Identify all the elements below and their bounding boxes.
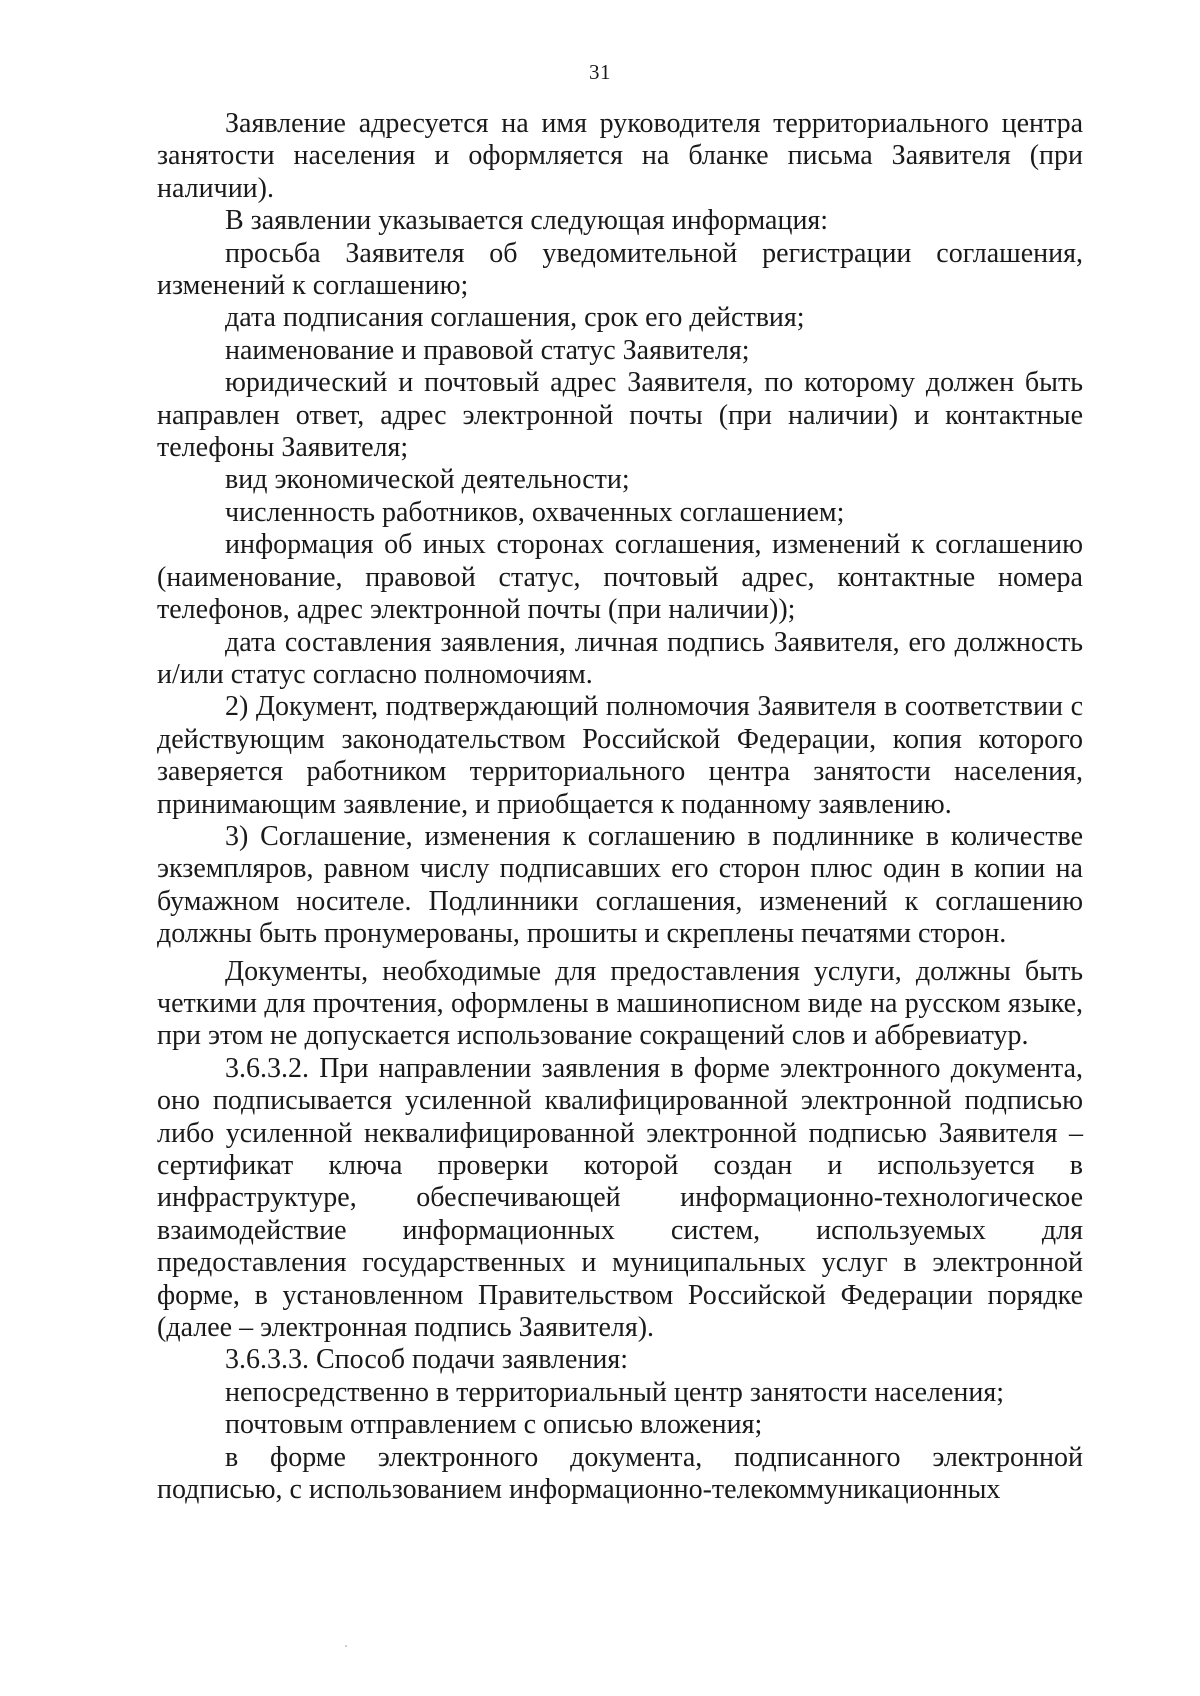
paragraph: дата подписания соглашения, срок его действия; (225, 302, 805, 334)
body-text (157, 108, 1083, 1506)
paragraph: 3.6.3.3. Способ подачи заявления: (225, 1344, 629, 1376)
paragraph: вид экономической деятельности; (225, 464, 630, 496)
paragraph: просьба Заявителя об уведомительной регистрации соглашения, изменений к соглашению; (157, 237, 1083, 302)
paragraph: наименование и правовой статус Заявителя; (225, 334, 750, 366)
paragraph: непосредственно в территориальный центр занятости населения; (225, 1376, 1005, 1408)
paragraph: Заявление адресуется на имя руководителя территориального центра занятости населения и оформляется на бланке письма Заявителя (при наличии). (157, 108, 1083, 204)
paragraph: 3) Соглашение, изменения к соглашению в подлиннике в количестве экземпляров, равном числу подписавших его сторон плюс один в копии на бумажном носителе. Подлинники соглашения, изменений к соглашению должны быть пронумерованы, прошиты и скреплены печатями сторон. (157, 820, 1083, 950)
paragraph: В заявлении указывается следующая информация: (225, 205, 829, 237)
paragraph: 3.6.3.2. При направлении заявления в форме электронного документа, оно подписывается усиленной квалифицированной электронной подписью либо усиленной неквалифицированной электронной подписью Заявителя – сертификат ключа проверки которой создан и используется в инфраструктуре, обеспечивающей информационно-технологическое взаимодействие информационных систем, используемых для предоставления государственных и муниципальных услуг в электронной форме, в установленном Правительством Российской Федерации порядке (далее – электронная подпись Заявителя). (157, 1052, 1083, 1344)
paragraph: информация об иных сторонах соглашения, изменений к соглашению (наименование, правовой статус, почтовый адрес, контактные номера телефонов, адрес электронной почты (при наличии)); (157, 529, 1083, 626)
page-number: 31 (589, 60, 611, 84)
paragraph: юридический и почтовый адрес Заявителя, по которому должен быть направлен ответ, адрес электронной почты (при наличии) и контактные телефоны Заявителя; (157, 367, 1083, 464)
scan-speck (345, 1645, 347, 1647)
paragraph: дата составления заявления, личная подпись Заявителя, его должность и/или статус согласно полномочиям. (157, 626, 1083, 690)
paragraph: почтовым отправлением с описью вложения; (225, 1409, 763, 1441)
paragraph: численность работников, охваченных соглашением; (225, 496, 845, 528)
paragraph: Документы, необходимые для предоставления услуги, должны быть четкими для прочтения, оформлены в машинописном виде на русском языке, при этом не допускается использование сокращений слов и аббревиатур. (157, 955, 1083, 1052)
paragraph: в форме электронного документа, подписанного электронной подписью, с использованием информационно-телекоммуникационных (157, 1441, 1083, 1506)
paragraph: 2) Документ, подтверждающий полномочия Заявителя в соответствии с действующим законодательством Российской Федерации, копия которого заверяется работником территориального центра занятости населения, принимающим заявление, и приобщается к поданному заявлению. (157, 691, 1083, 820)
